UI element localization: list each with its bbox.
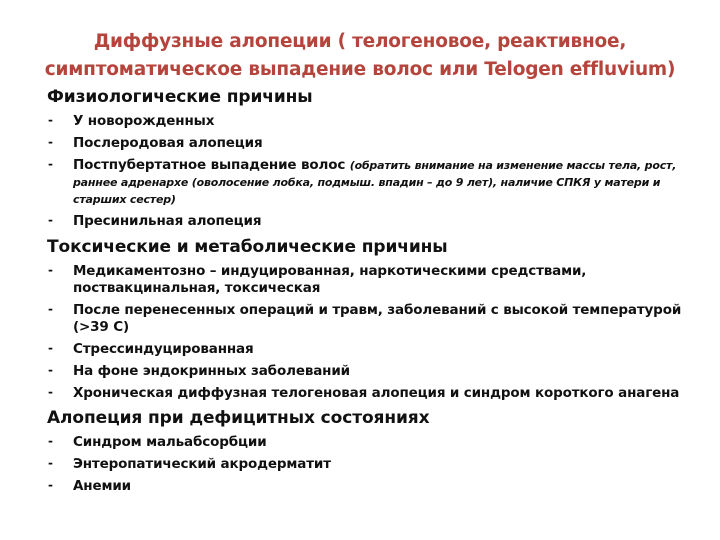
bullet-dash-icon: - — [48, 456, 53, 470]
list-item — [47, 263, 715, 297]
list-item-text: На фоне эндокринных заболеваний — [73, 363, 350, 379]
list-item-text: Стрессиндуцированная — [73, 341, 254, 357]
list-item — [47, 302, 715, 336]
list-item — [47, 213, 715, 230]
bullet-dash-icon: - — [48, 113, 53, 127]
list-item — [47, 434, 715, 451]
list-item-text: Послеродовая алопеция — [73, 135, 263, 151]
list-item — [47, 135, 715, 152]
item-list — [47, 113, 715, 230]
list-item-text: Синдром мальабсорбции — [73, 434, 267, 450]
list-item — [47, 363, 715, 380]
bullet-dash-icon: - — [48, 434, 53, 448]
bullet-dash-icon: - — [48, 478, 53, 492]
list-item — [47, 478, 715, 495]
section-heading: Алопеция при дефицитных состояниях — [47, 408, 430, 428]
list-item-text: Постпубертатное выпадение волос — [73, 157, 350, 173]
slide-title — [0, 28, 720, 84]
list-item — [47, 157, 715, 208]
bullet-dash-icon: - — [48, 213, 53, 227]
list-item-text: У новорожденных — [73, 113, 215, 129]
list-item-text: Хроническая диффузная телогеновая алопеция и синдром короткого анагена — [73, 385, 680, 401]
list-item-note: (обратить внимание на изменение массы тела, рост, раннее адренархе (оволосение лобка, подмыш. впадин – до 9 лет), наличие СПКЯ у матери и старших сестер) — [73, 159, 677, 206]
section-deficiency — [47, 407, 715, 495]
bullet-dash-icon: - — [48, 157, 53, 171]
bullet-dash-icon: - — [48, 385, 53, 399]
list-item-text: Анемии — [73, 478, 131, 494]
section-heading: Физиологические причины — [47, 87, 313, 107]
section-toxic-metabolic — [47, 236, 715, 402]
item-list — [47, 263, 715, 402]
section-heading: Токсические и метаболические причины — [47, 237, 448, 257]
section-physiological — [47, 86, 715, 230]
item-list — [47, 434, 715, 495]
list-item-text: Энтеропатический акродерматит — [73, 456, 331, 472]
list-item-text: Медикаментозно – индуцированная, наркотическими средствами, поствакцинальная, токсическая — [73, 263, 587, 296]
bullet-dash-icon: - — [48, 302, 53, 316]
slide-title-line-1: Диффузные алопеции ( телогеновое, реактивное, — [93, 31, 627, 52]
bullet-dash-icon: - — [48, 363, 53, 377]
list-item — [47, 113, 715, 130]
bullet-dash-icon: - — [48, 135, 53, 149]
bullet-dash-icon: - — [48, 341, 53, 355]
list-item — [47, 456, 715, 473]
list-item — [47, 341, 715, 358]
list-item-text: После перенесенных операций и травм, заболеваний с высокой температурой (>39 С) — [73, 302, 682, 335]
list-item — [47, 385, 715, 402]
list-item-text: Пресинильная алопеция — [73, 213, 262, 229]
slide-title-line-2: симптоматическое выпадение волос или Telogen effluvium) — [44, 59, 676, 80]
slide-content — [47, 86, 715, 495]
bullet-dash-icon: - — [48, 263, 53, 277]
